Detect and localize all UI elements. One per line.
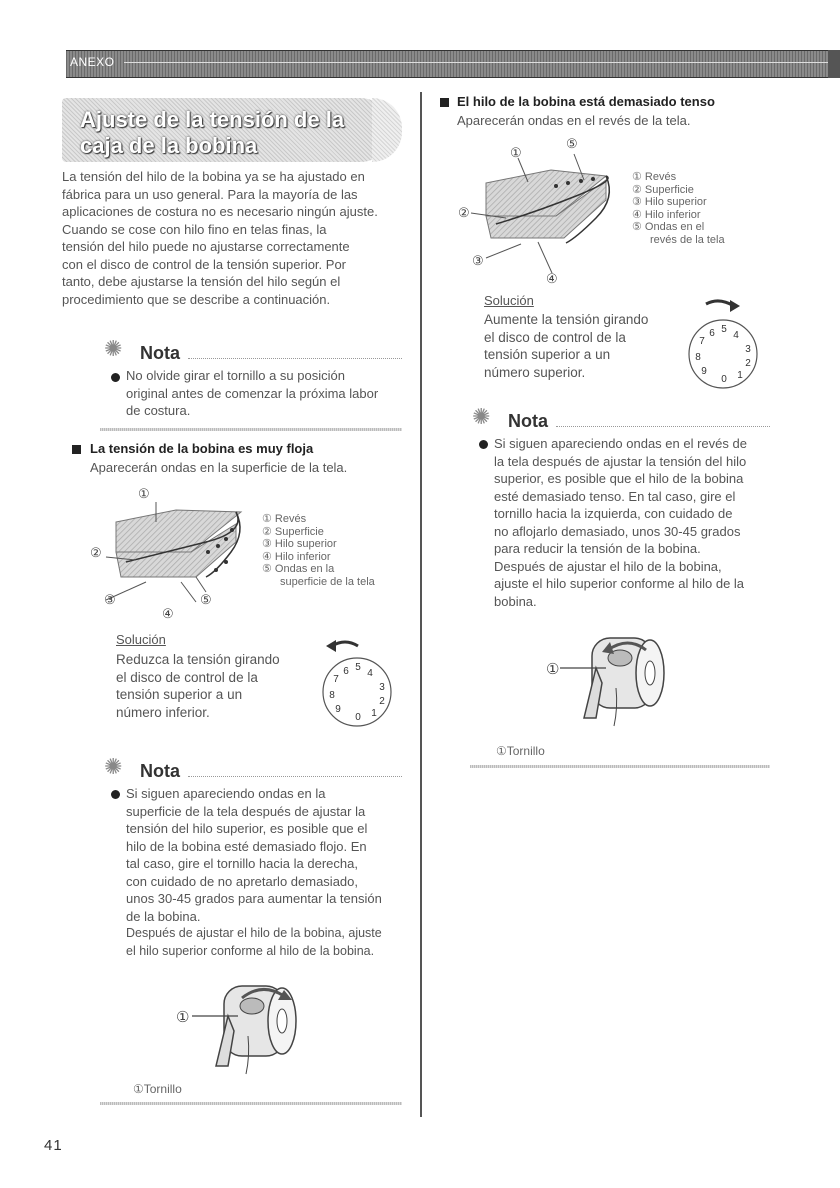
dial-number: 6 [709,328,715,339]
page-title [80,107,344,159]
legend-item: ③ Hilo superior [632,196,707,208]
nota-line: no aflojarlo demasiado, unos 30-45 grados [494,523,741,539]
intro-line: procedimiento que se describe a continuación. [62,291,331,307]
section-subtitle: Aparecerán ondas en el revés de la tela. [457,113,691,128]
solution-line: número inferior. [116,704,210,720]
diagram-legend [632,171,725,246]
legend-item: ④ Hilo inferior [262,550,331,563]
solution-text [484,311,679,381]
solution-heading: Solución [116,632,166,647]
legend-item: ② Superficie [262,525,324,538]
nota-text [126,367,406,420]
callout-3: ③ [472,253,484,268]
dial-number: 0 [355,712,361,723]
nota-line: original antes de comenzar la próxima labor [126,385,379,401]
nota-end-rule [470,765,770,768]
solution-line: Reduzca la tensión girando [116,652,280,667]
callout-2: ② [458,205,470,220]
nota-label: Nota [140,343,180,363]
title-line-1: Ajuste de la tensión de la [80,107,345,132]
callout-4: ④ [546,271,558,286]
nota-star-icon: ✺ [104,336,123,361]
nota-line: hilo de la bobina esté demasiado flojo. En [126,838,367,854]
nota-line: tal caso, gire el tornillo hacia la derecha, [126,856,358,871]
nota-line: Después de ajustar el hilo de la bobina, ajuste [126,926,382,940]
nota-dotted-rule [188,776,402,778]
intro-line: tensión del hilo puede no ajustarse correctamente [62,239,350,254]
dial-number: 9 [701,366,707,377]
nota-line: de la bobina. [126,908,201,924]
arrow-right-icon [730,300,740,312]
nota-line: Después de ajustar el hilo de la bobina, [494,558,722,574]
dial-number: 4 [367,668,373,679]
nota-line: ajuste el hilo superior conforme al hilo de la [494,576,745,591]
intro-line: tanto, debe ajustarse la tensión del hilo según el [62,274,341,289]
dial-number: 8 [695,352,701,363]
nota-line: tornillo hacia la izquierda, con cuidado de [494,506,733,521]
legend-item: ② Superficie [632,183,694,196]
nota-label: Nota [508,411,548,431]
callout-1: ① [510,145,522,160]
dial-number: 6 [343,666,349,677]
diagram-legend [262,513,375,588]
dial-number: 7 [699,336,705,347]
nota-text [126,785,411,960]
legend-item: ① Revés [632,171,677,183]
section-square-icon [72,445,81,454]
nota-line: superior, es posible que el hilo de la bobina [494,471,744,486]
nota-star-icon: ✺ [472,404,491,429]
intro-line: con el disco de control de la tensión superior. Por [62,256,347,272]
nota-label: Nota [140,761,180,781]
dial-number: 7 [333,674,339,685]
dial-number: 9 [335,704,341,715]
nota-line: tensión del hilo superior, es posible que el [126,821,368,836]
nota-line: para reducir la tensión de la bobina. [494,541,701,556]
nota-star-icon: ✺ [104,754,123,779]
dial-number: 2 [745,358,751,369]
dial-number: 5 [355,662,361,673]
nota-line: el hilo superior conforme al hilo de la bobina. [126,943,375,958]
intro-line: fábrica para un uso general. Para la mayoría de las [62,186,358,202]
dial-number: 1 [737,370,743,381]
bullet-icon [111,790,120,799]
solution-heading: Solución [484,293,534,308]
callout-2: ② [90,545,102,560]
nota-line: Si siguen apareciendo ondas en el revés de [494,436,747,451]
intro-paragraph [62,168,407,308]
solution-text [116,651,306,721]
solution-line: número superior. [484,364,586,380]
callout-1: ① [176,1009,190,1026]
legend-item: ⑤ Ondas en el [632,221,705,233]
section-square-icon [440,98,449,107]
solution-line: Aumente la tensión girando [484,312,649,327]
page-number: 41 [44,1137,63,1154]
nota-line: unos 30-45 grados para aumentar la tensión [126,891,382,906]
nota-end-rule [100,428,402,431]
nota-text [494,435,784,610]
legend-item: ③ Hilo superior [262,538,337,550]
nota-line: Si siguen apareciendo ondas en la [126,786,326,801]
title-line-2: caja de la bobina [80,133,258,158]
bullet-icon [479,440,488,449]
nota-line: bobina. [494,593,537,609]
solution-line: tensión superior a un [484,347,611,362]
callout-3: ③ [104,592,116,607]
legend-item: ⑤ Ondas en la [262,563,335,575]
nota-line: esté demasiado tenso. En tal caso, gire el [494,488,736,504]
callout-1: ① [546,661,560,678]
arrow-left-icon [326,640,336,652]
solution-line: tensión superior a un [116,687,243,702]
section-label: ANEXO [70,55,115,69]
solution-line: el disco de control de la [116,669,258,685]
intro-line: Cuando se cose con hilo fino en telas finas, la [62,221,327,237]
tension-dial-increase [676,294,766,394]
nota-line: superficie de la tela después de ajustar la [126,803,366,819]
nota-line: la tela después de ajustar la tensión del hilo [494,453,747,469]
nota-line: de costura. [126,403,191,418]
intro-line: aplicaciones de costura no es necesario ningún ajuste. [62,204,378,219]
header-rule [124,62,840,63]
section-subtitle: Aparecerán ondas en la superficie de la tela. [90,460,348,475]
nota-line: con cuidado de no apretarlo demasiado, [126,873,358,889]
title-box-end [372,98,402,162]
nota-dotted-rule [556,426,770,428]
dial-number: 1 [371,708,377,719]
nota-end-rule [100,1102,402,1105]
figure-caption: ①Tornillo [133,1082,182,1096]
callout-4: ④ [162,606,174,621]
section-heading: El hilo de la bobina está demasiado tenso [457,94,715,109]
callout-5: ⑤ [566,136,578,151]
callout-5: ⑤ [200,592,212,607]
section-header-band [66,50,840,78]
bobbin-case-diagram [540,628,670,728]
header-tab [828,50,840,78]
callout-1: ① [138,486,150,501]
dial-number: 8 [329,690,335,701]
dial-number: 3 [379,682,385,693]
column-divider [420,92,422,1117]
dial-number: 5 [721,324,727,335]
nota-dotted-rule [188,358,402,360]
dial-number: 3 [745,344,751,355]
solution-line: el disco de control de la [484,329,626,345]
dial-number: 0 [721,374,727,385]
figure-caption: ①Tornillo [496,744,545,758]
intro-line: La tensión del hilo de la bobina ya se ha ajustado en [62,169,365,184]
section-heading: La tensión de la bobina es muy floja [90,441,314,456]
legend-item: ① Revés [262,513,307,525]
legend-item: superficie de la tela [280,575,375,588]
legend-item: revés de la tela [650,233,725,246]
legend-item: ④ Hilo inferior [632,208,701,221]
dial-number: 4 [733,330,739,341]
dial-number: 2 [379,696,385,707]
bullet-icon [111,373,120,382]
bobbin-case-diagram [172,976,302,1076]
tension-dial-decrease [312,634,402,729]
nota-line: No olvide girar el tornillo a su posición [126,368,345,383]
